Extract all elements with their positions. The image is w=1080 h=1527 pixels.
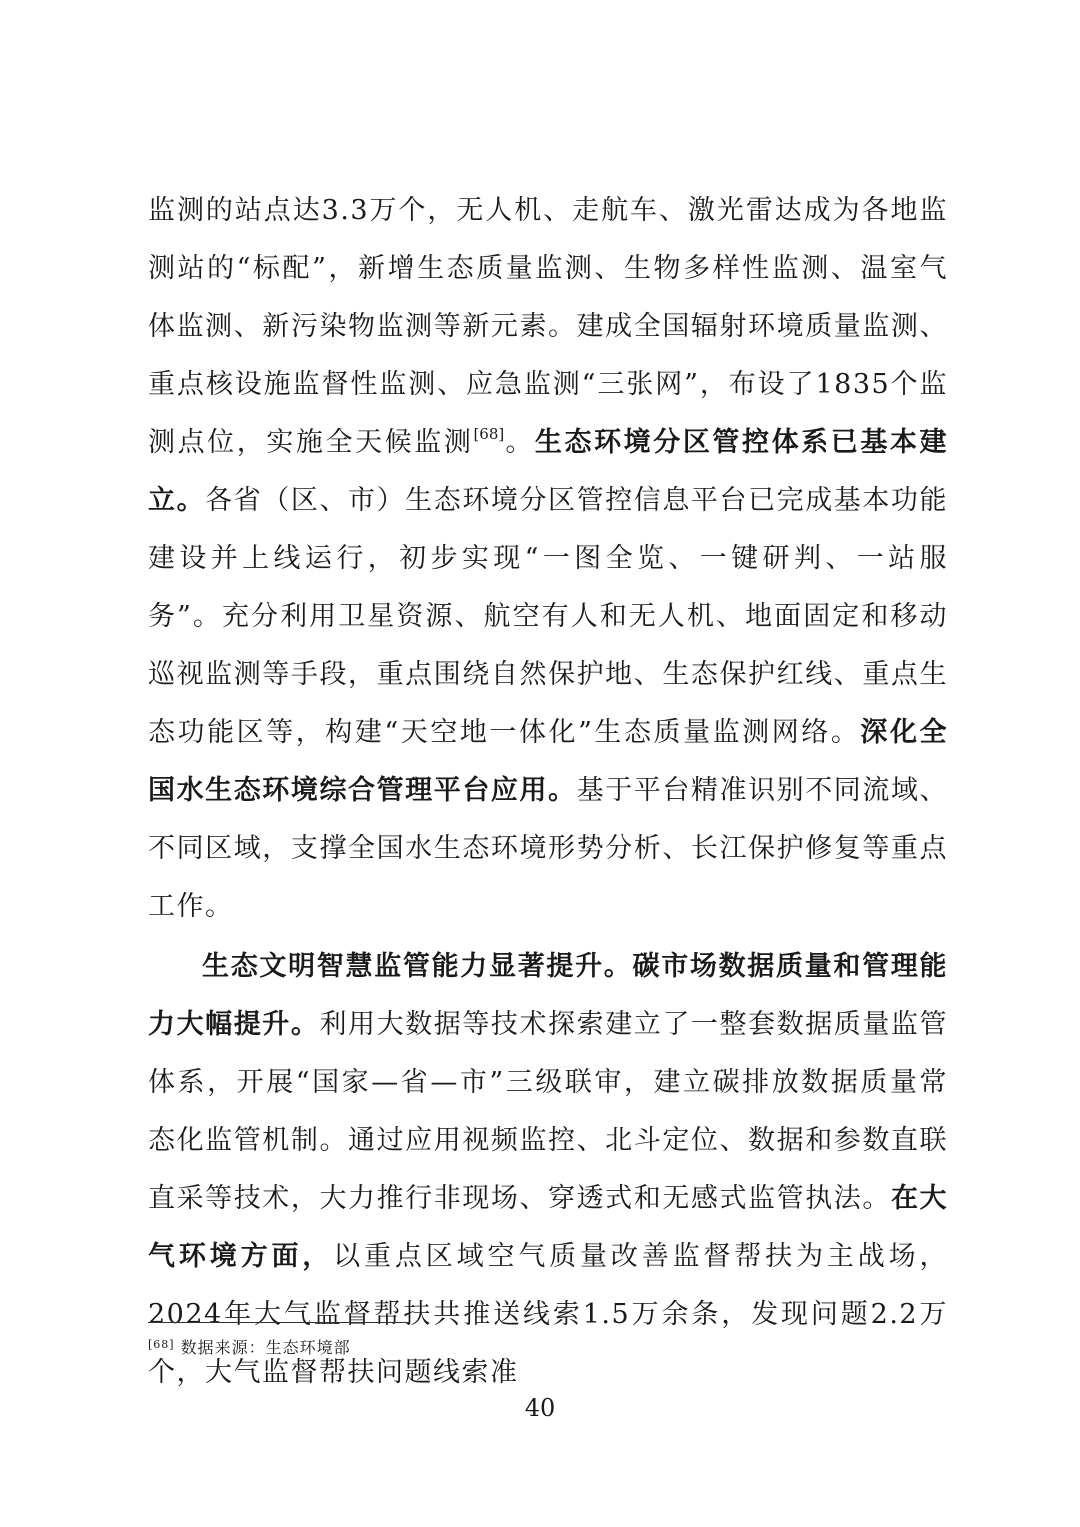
text-run: 以重点区域空气质量改善监督帮扶为主战场，2024年大气监督帮扶共推送线索1.5万余条，发现问题2.2万个，大气监督帮扶问题线索准 [148, 1241, 949, 1388]
body-text [148, 182, 948, 1402]
footnote-text: 数据来源：生态环境部 [180, 1338, 351, 1357]
footnote-reference[interactable]: [68] [473, 425, 505, 443]
text-run: 。 [504, 427, 535, 458]
footnote-divider [148, 1322, 410, 1323]
page-number: 40 [524, 1394, 556, 1422]
bold-heading-water-platform: 深化全国水生态环境综合管理平台应用。 [148, 717, 949, 806]
paragraph-2 [148, 938, 948, 1402]
bold-heading-smart-supervision: 生态文明智慧监管能力显著提升。碳市场数据质量和管理能力大幅提升。 [148, 951, 948, 1040]
bold-heading-zoning: 生态环境分区管控体系已基本建立。 [148, 427, 949, 516]
footnote [148, 1336, 351, 1360]
text-run: 基于平台精准识别不同流域、不同区域，支撑全国水生态环境形势分析、长江保护修复等重点工作。 [148, 775, 949, 922]
footnote-marker: [68] [148, 1338, 175, 1351]
bold-heading-atmosphere: 在大气环境方面， [148, 1183, 949, 1272]
paragraph-1 [148, 182, 948, 936]
text-run: 监测的站点达3.3万个，无人机、走航车、激光雷达成为各地监测站的“标配”，新增生态质量监测、生物多样性监测、温室气体监测、新污染物监测等新元素。建成全国辐射环境质量监测、重点核设施监督性监测、应急监测“三张网”，布设了1835个监测点位，实施全天候监测 [148, 195, 948, 458]
text-run: 各省（区、市）生态环境分区管控信息平台已完成基本功能建设并上线运行，初步实现“一图全览、一键研判、一站服务”。充分利用卫星资源、航空有人和无人机、地面固定和移动巡视监测等手段，重点围绕自然保护地、生态保护红线、重点生态功能区等，构建“天空地一体化”生态质量监测网络。 [148, 485, 949, 748]
text-run: 利用大数据等技术探索建立了一整套数据质量监管体系，开展“国家—省—市”三级联审，建立碳排放数据质量常态化监管机制。通过应用视频监控、北斗定位、数据和参数直联直采等技术，大力推行非现场、穿透式和无感式监管执法。 [148, 1009, 949, 1214]
